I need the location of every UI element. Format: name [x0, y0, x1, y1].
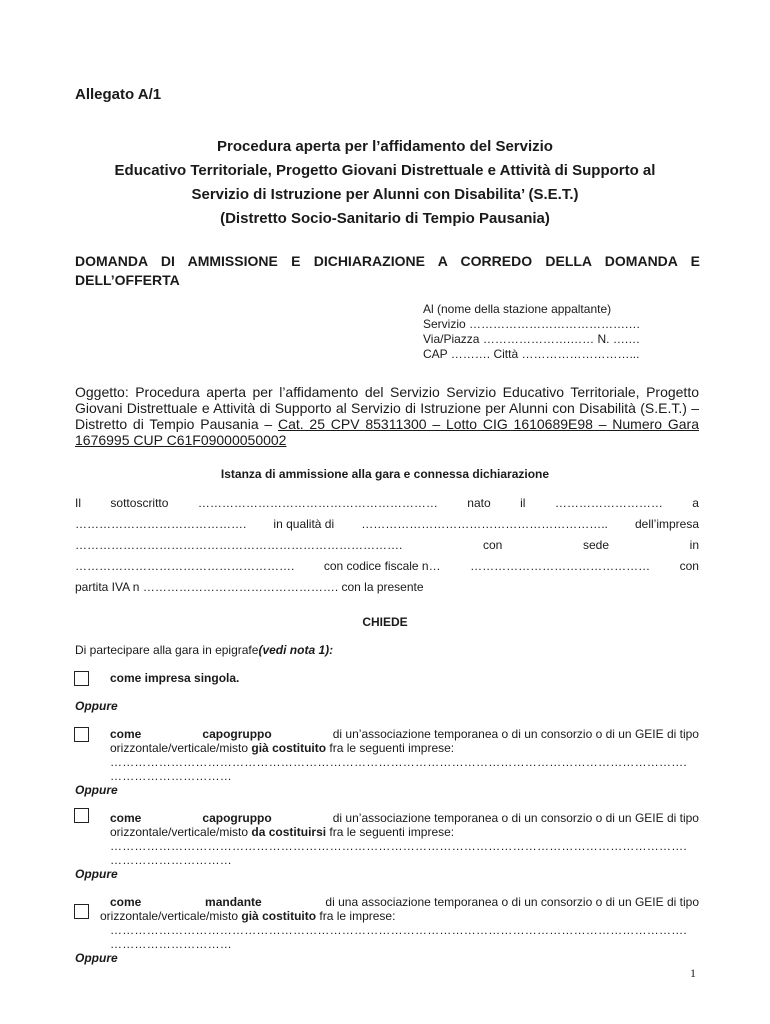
participation-text: [75, 643, 333, 657]
title-line-4: (Distretto Socio-Sanitario di Tempio Pausania): [220, 210, 550, 227]
checkbox-capogruppo-costituirsi[interactable]: [74, 808, 89, 823]
blank-line: …………………………: [110, 769, 232, 783]
option-emphasis: già costituito: [251, 741, 327, 755]
title-line-1: Procedura aperta per l’affidamento del Servizio: [217, 138, 553, 155]
oppure-label: Oppure: [75, 867, 118, 881]
title-line-3: Servizio di Istruzione per Alunni con Disabilita’ (S.E.T.): [191, 186, 579, 203]
option-text: di un’associazione temporanea o di un consorzio o di un GEIE di tipo: [332, 811, 699, 825]
checkbox-mandante-costituito[interactable]: [74, 904, 89, 919]
address-line: Al (nome della stazione appaltante): [423, 302, 612, 316]
participation-label: Di partecipare alla gara in epigrafe: [75, 643, 259, 657]
form-text: a: [692, 496, 699, 510]
form-row-4: [75, 559, 699, 573]
subject-paragraph: [75, 384, 699, 448]
option-label-singola: come impresa singola.: [110, 671, 240, 685]
form-text: in: [689, 538, 699, 552]
checkbox-capogruppo-costituito[interactable]: [74, 727, 89, 742]
form-text: sottoscritto: [110, 496, 169, 510]
note-reference: (vedi nota 1):: [258, 643, 334, 657]
address-line: Servizio ………………………………….…: [423, 317, 641, 331]
oppure-label: Oppure: [75, 699, 118, 713]
option-emphasis: già costituito: [241, 909, 317, 923]
address-line: CAP ………. Città ………………………...: [423, 347, 640, 361]
subject-text: Oggetto: Procedura aperta per l’affidamento del Servizio Servizio Educativo Territoriale, Progetto Giovani Distrettuale e Attività di Supporto al Servizio di Istruzione per Alunni con Disabilità (S.E.T.) – Distretto di Tempio Pausania –: [75, 384, 699, 432]
form-blank: ……………………………………………………………………….: [75, 538, 403, 552]
form-text: dell’impresa: [634, 517, 699, 531]
option-text: di una associazione temporanea o di un consorzio o di un GEIE di tipo: [325, 895, 699, 909]
blank-line: …………………………………………………………………………………………………………………………….: [110, 839, 687, 853]
option-text: come: [110, 895, 142, 909]
form-blank: ……………………………………………………..: [361, 517, 608, 531]
option-text: capogruppo: [202, 811, 272, 825]
form-row-3: [75, 538, 699, 552]
form-text: con: [679, 559, 699, 573]
section-title-istanza: Istanza di ammissione alla gara e connessa dichiarazione: [220, 467, 550, 481]
option-text: fra le imprese:: [316, 909, 396, 923]
option-text: di un’associazione temporanea o di un consorzio o di un GEIE di tipo: [332, 727, 699, 741]
form-blank: ……………………………………………….: [75, 559, 295, 573]
option-emphasis: da costituirsi: [251, 825, 327, 839]
form-text: nato: [467, 496, 491, 510]
option-text: orizzontale/verticale/misto: [110, 741, 252, 755]
form-row-1: [75, 496, 699, 510]
option-text: come: [110, 727, 142, 741]
blank-line: …………………………………………………………………………………………………………………………….: [110, 755, 687, 769]
option-text: fra le seguenti imprese:: [326, 825, 455, 839]
form-row-2: [75, 517, 699, 531]
checkbox-impresa-singola[interactable]: [74, 671, 89, 686]
form-blank: ………………………………………: [470, 559, 651, 573]
option-capogruppo-costituirsi: [110, 811, 699, 867]
section-title-chiede: CHIEDE: [362, 615, 408, 629]
option-capogruppo-costituito: [110, 727, 699, 783]
option-text: mandante: [205, 895, 262, 909]
form-text: con codice fiscale n…: [323, 559, 441, 573]
oppure-label: Oppure: [75, 951, 118, 965]
title-line-2: Educativo Territoriale, Progetto Giovani Distrettuale e Attività di Supporto al: [114, 162, 656, 179]
page-number: 1: [690, 966, 696, 980]
option-text: fra le seguenti imprese:: [326, 741, 455, 755]
form-text: sede: [582, 538, 610, 552]
form-blank: …………………………………….: [75, 517, 247, 531]
subject-codes: Cat. 25 CPV 85311300 – Lotto CIG 1610689E98 – Numero Gara 1676995 CUP C61F09000050002: [75, 416, 699, 448]
form-blank: ……………………………………………………: [197, 496, 438, 510]
option-text: come: [110, 811, 142, 825]
blank-line: …………………………………………………………………………………………………………………………….: [110, 923, 687, 937]
form-text: con: [482, 538, 503, 552]
form-text: il: [520, 496, 526, 510]
oppure-label: Oppure: [75, 783, 118, 797]
blank-line: …………………………: [110, 853, 232, 867]
option-mandante-costituito: [100, 895, 699, 951]
option-text: orizzontale/verticale/misto: [110, 825, 252, 839]
option-text: orizzontale/verticale/misto: [100, 909, 242, 923]
option-text: capogruppo: [202, 727, 272, 741]
form-row-5: partita IVA n …………………………………………. con la presente: [75, 580, 424, 594]
form-blank: ………………………: [554, 496, 663, 510]
attachment-label: Allegato A/1: [75, 86, 162, 103]
address-line: Via/Piazza ………………….…… N. ….…: [423, 332, 641, 346]
document-heading: DOMANDA DI AMMISSIONE E DICHIARAZIONE A CORREDO DELLA DOMANDA E DELL’OFFERTA: [75, 253, 700, 288]
form-text: in qualità di: [273, 517, 335, 531]
blank-line: …………………………: [110, 937, 232, 951]
form-text: Il: [75, 496, 81, 510]
